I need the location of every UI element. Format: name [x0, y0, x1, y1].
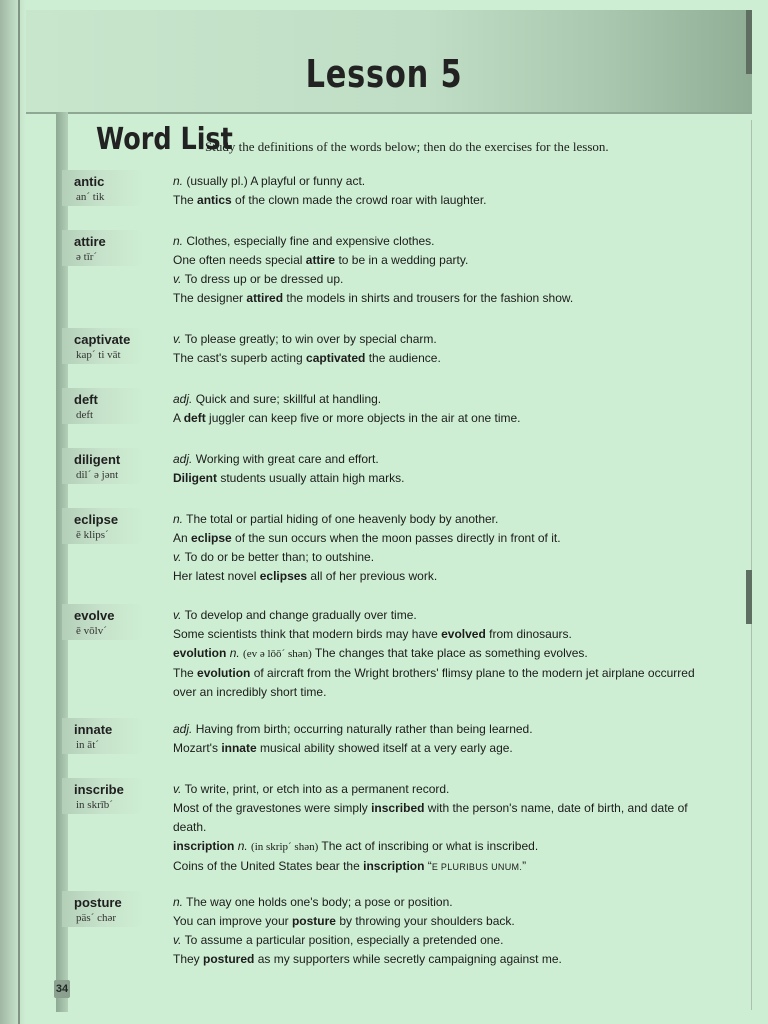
definition-text: Quick and sure; skillful at handling. — [195, 392, 382, 406]
part-of-speech: n. — [237, 839, 248, 853]
term-pronunciation: an´ tik — [76, 191, 105, 203]
part-of-speech: n. — [173, 234, 184, 248]
derived-word: inscription — [173, 839, 235, 853]
highlighted-word: postured — [203, 952, 255, 966]
term-pronunciation: ə tīr´ — [76, 251, 98, 263]
sentence-text: The cast's superb acting — [173, 351, 307, 365]
sentence-text: The — [173, 193, 198, 207]
sentence-text: from dinosaurs. — [485, 627, 572, 641]
word-list-title: Word List — [96, 122, 233, 157]
highlighted-word: evolved — [441, 627, 486, 641]
sentence-text: the models in shirts and trousers for the fashion show. — [283, 291, 574, 305]
sentence-text: An — [173, 531, 192, 545]
definition-line — [173, 780, 713, 799]
term-pronunciation: päs´ chər — [76, 912, 117, 924]
term-word: eclipse — [74, 512, 119, 527]
definition-block — [173, 893, 713, 969]
highlighted-word: posture — [291, 914, 336, 928]
banner-edge-tab — [746, 10, 752, 74]
term-word: captivate — [74, 332, 131, 347]
term-pronunciation: in āt´ — [76, 739, 99, 751]
definition-block — [173, 510, 713, 586]
term-tab — [62, 448, 144, 484]
definition-text: (usually pl.) A playful or funny act. — [186, 174, 366, 188]
sentence-text: students usually attain high marks. — [217, 471, 405, 485]
sentence-text: of the sun occurs when the moon passes directly in front of it. — [231, 531, 561, 545]
term-pronunciation: kap´ ti vāt — [76, 349, 121, 361]
derived-pronunciation: (in skrip´ shən) — [251, 841, 319, 853]
term-pronunciation: dil´ ə jənt — [76, 469, 119, 481]
sentence-text: Some scientists think that modern birds may have — [173, 627, 442, 641]
part-of-speech: v. — [173, 782, 182, 796]
word-list-instructions: Study the definitions of the words below; then do the exercises for the lesson. — [205, 139, 609, 154]
example-sentence — [173, 289, 713, 308]
lesson-title: Lesson 5 — [305, 52, 463, 96]
part-of-speech: adj. — [173, 392, 193, 406]
highlighted-word: antics — [197, 193, 232, 207]
part-of-speech: adj. — [173, 452, 193, 466]
term-word: inscribe — [74, 782, 124, 797]
sentence-text: They — [173, 952, 204, 966]
definition-line — [173, 450, 713, 469]
sentence-text: the audience. — [365, 351, 441, 365]
term-pronunciation: ē vōlv´ — [76, 625, 107, 637]
term-tab — [62, 328, 144, 364]
highlighted-word: attired — [246, 291, 284, 305]
term-pronunciation: deft — [76, 409, 94, 421]
definition-line — [173, 172, 713, 191]
sentence-text: as my supporters while secretly campaigning against me. — [254, 952, 562, 966]
sentence-text: A — [173, 411, 184, 425]
part-of-speech: adj. — [173, 722, 193, 736]
sentence-text: Most of the gravestones were simply — [173, 801, 372, 815]
definition-line — [173, 893, 713, 912]
definition-block — [173, 390, 713, 428]
highlighted-word: Diligent — [173, 471, 217, 485]
definition-block — [173, 606, 713, 702]
derived-form-line — [173, 644, 713, 664]
definition-text: Working with great care and effort. — [195, 452, 379, 466]
highlighted-word: attire — [305, 253, 336, 267]
derived-form-line — [173, 837, 713, 857]
example-sentence — [173, 349, 713, 368]
highlighted-word: inscribed — [371, 801, 425, 815]
definition-text: The changes that take place as something evolves. — [314, 646, 588, 660]
sentence-text: all of her previous work. — [307, 569, 438, 583]
sentence-text: The — [173, 666, 198, 680]
term-pronunciation: in skrīb´ — [76, 799, 113, 811]
example-sentence — [173, 191, 713, 210]
definition-text: To dress up or be dressed up. — [184, 272, 344, 286]
sentence-text: You can improve your — [173, 914, 292, 928]
term-word: deft — [74, 392, 98, 407]
term-tab — [62, 170, 144, 206]
motto-text: E PLURIBUS UNUM. — [431, 862, 523, 872]
part-of-speech: v. — [173, 608, 182, 622]
example-sentence — [173, 857, 713, 877]
part-of-speech: n. — [173, 512, 184, 526]
example-sentence — [173, 739, 713, 758]
book-spine-shadow — [0, 0, 26, 1024]
example-sentence — [173, 409, 713, 428]
derived-pronunciation: (ev ə lōō´ shən) — [243, 648, 312, 660]
highlighted-word: eclipses — [259, 569, 308, 583]
definition-text: To please greatly; to win over by special charm. — [184, 332, 437, 346]
definition-text: To assume a particular position, especially a pretended one. — [184, 933, 504, 947]
definition-block — [173, 330, 713, 368]
term-tab — [62, 604, 144, 640]
sentence-text: ” — [522, 859, 527, 873]
sentence-text: of the clown made the crowd roar with laughter. — [231, 193, 487, 207]
term-tab — [62, 778, 144, 814]
sentence-text: by throwing your shoulders back. — [335, 914, 515, 928]
definition-line — [173, 510, 713, 529]
definition-line — [173, 548, 713, 567]
spine-line — [18, 0, 20, 1024]
definition-block — [173, 450, 713, 488]
definition-text: The act of inscribing or what is inscribed. — [321, 839, 539, 853]
example-sentence — [173, 529, 713, 548]
example-sentence — [173, 251, 713, 270]
term-word: evolve — [74, 608, 115, 623]
highlighted-word: eclipse — [191, 531, 232, 545]
part-of-speech: v. — [173, 272, 182, 286]
definition-text: To develop and change gradually over time. — [184, 608, 417, 622]
highlighted-word: captivated — [306, 351, 366, 365]
page-right-edge — [751, 120, 752, 1010]
example-sentence — [173, 950, 713, 969]
part-of-speech: v. — [173, 332, 182, 346]
term-word: innate — [74, 722, 113, 737]
definition-line — [173, 270, 713, 289]
highlighted-word: evolution — [197, 666, 251, 680]
derived-word: evolution — [173, 646, 227, 660]
sentence-text: Her latest novel — [173, 569, 260, 583]
example-sentence — [173, 799, 713, 837]
sentence-text: juggler can keep five or more objects in the air at one time. — [205, 411, 521, 425]
definition-line — [173, 330, 713, 349]
term-tab — [62, 388, 144, 424]
term-pronunciation: ē klips´ — [76, 529, 109, 541]
example-sentence — [173, 625, 713, 644]
sentence-text: Mozart's — [173, 741, 222, 755]
definition-text: To write, print, or etch into as a permanent record. — [184, 782, 450, 796]
definition-line — [173, 232, 713, 251]
definition-block — [173, 232, 713, 308]
part-of-speech: n. — [173, 895, 184, 909]
term-word: posture — [74, 895, 122, 910]
definition-text: Clothes, especially fine and expensive clothes. — [186, 234, 435, 248]
definition-text: To do or be better than; to outshine. — [184, 550, 375, 564]
term-tab — [62, 891, 144, 927]
part-of-speech: v. — [173, 933, 182, 947]
definition-line — [173, 390, 713, 409]
definition-block — [173, 720, 713, 758]
definition-block — [173, 780, 713, 877]
sentence-text: of aircraft from the Wright brothers' flimsy plane to the modern jet airplane occurred over an incredibly short time. — [173, 666, 695, 699]
sentence-text: with the person's name, date of birth, and date of death. — [173, 801, 688, 834]
term-word: attire — [74, 234, 106, 249]
definition-block — [173, 172, 713, 210]
part-of-speech: v. — [173, 550, 182, 564]
page-edge-tab — [746, 570, 752, 624]
part-of-speech: n. — [173, 174, 184, 188]
highlighted-word: innate — [221, 741, 257, 755]
term-word: antic — [74, 174, 105, 189]
definition-text: Having from birth; occurring naturally rather than being learned. — [195, 722, 533, 736]
example-sentence — [173, 469, 713, 488]
sentence-text: “ — [424, 859, 432, 873]
term-tab — [62, 718, 144, 754]
example-sentence — [173, 912, 713, 931]
term-tab — [62, 230, 144, 266]
sentence-text: The designer — [173, 291, 247, 305]
definition-line — [173, 931, 713, 950]
term-tab — [62, 508, 144, 544]
definition-text: The way one holds one's body; a pose or position. — [186, 895, 453, 909]
page-number: 34 — [54, 980, 70, 998]
sentence-text: Coins of the United States bear the — [173, 859, 364, 873]
definition-line — [173, 606, 713, 625]
sentence-text: One often needs special — [173, 253, 306, 267]
sentence-text: musical ability showed itself at a very early age. — [256, 741, 513, 755]
definition-text: The total or partial hiding of one heavenly body by another. — [186, 512, 499, 526]
part-of-speech: n. — [229, 646, 240, 660]
highlighted-word: inscription — [363, 859, 425, 873]
sentence-text: to be in a wedding party. — [335, 253, 469, 267]
definition-line — [173, 720, 713, 739]
example-sentence — [173, 664, 713, 702]
highlighted-word: deft — [183, 411, 206, 425]
term-word: diligent — [74, 452, 121, 467]
example-sentence — [173, 567, 713, 586]
